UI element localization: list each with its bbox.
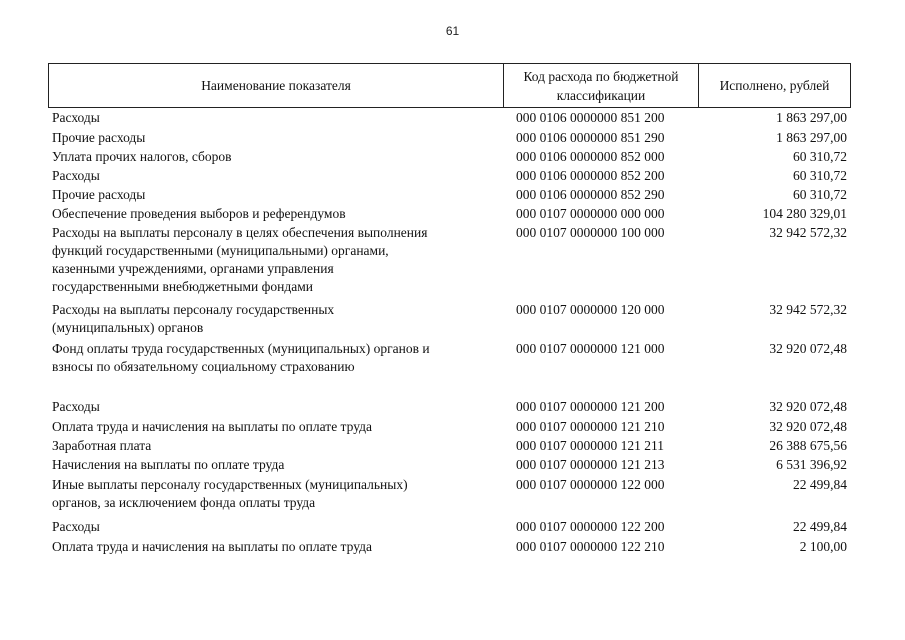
header-indicator-name: Наименование показателя <box>49 64 504 107</box>
row-amount: 1 863 297,00 <box>776 110 847 125</box>
row-name: Расходы на выплаты персоналу государственных (муниципальных) органов <box>52 302 335 335</box>
row-name: Расходы <box>52 110 100 125</box>
row-name: Прочие расходы <box>52 130 146 145</box>
row-code: 000 0106 0000000 852 000 <box>516 149 665 164</box>
row-name: Расходы <box>52 168 100 183</box>
row-code: 000 0107 0000000 121 000 <box>516 341 665 356</box>
row-code: 000 0107 0000000 100 000 <box>516 225 665 240</box>
row-amount: 6 531 396,92 <box>776 457 847 472</box>
row-name: Расходы <box>52 399 100 414</box>
row-amount: 22 499,84 <box>793 477 847 492</box>
row-name: Начисления на выплаты по оплате труда <box>52 457 285 472</box>
row-code: 000 0107 0000000 122 210 <box>516 539 665 554</box>
row-name: Обеспечение проведения выборов и референдумов <box>52 206 346 221</box>
header-budget-code: Код расхода по бюджетной классификации <box>504 64 699 107</box>
row-code: 000 0107 0000000 000 000 <box>516 206 665 221</box>
page-number: 61 <box>445 24 460 38</box>
row-amount: 32 942 572,32 <box>769 225 847 240</box>
row-amount: 32 942 572,32 <box>769 302 847 317</box>
row-code: 000 0107 0000000 122 000 <box>516 477 665 492</box>
row-amount: 32 920 072,48 <box>769 419 847 434</box>
row-amount: 1 863 297,00 <box>776 130 847 145</box>
row-code: 000 0107 0000000 121 211 <box>516 438 664 453</box>
row-name: Прочие расходы <box>52 187 146 202</box>
row-amount: 32 920 072,48 <box>769 399 847 414</box>
row-name: Расходы на выплаты персоналу в целях обеспечения выполнения функций государственными (муниципальными) органами, казенными учреждениями, органами управления государственными внебюджетными фондами <box>52 225 428 294</box>
row-amount: 60 310,72 <box>793 168 847 183</box>
row-name: Уплата прочих налогов, сборов <box>52 149 232 164</box>
row-amount: 26 388 675,56 <box>769 438 847 453</box>
row-amount: 32 920 072,48 <box>769 341 847 356</box>
row-name: Оплата труда и начисления на выплаты по оплате труда <box>52 539 372 554</box>
row-amount: 104 280 329,01 <box>762 206 847 221</box>
row-amount: 2 100,00 <box>799 539 847 554</box>
row-code: 000 0106 0000000 852 290 <box>516 187 665 202</box>
row-code: 000 0106 0000000 851 200 <box>516 110 665 125</box>
header-executed-amount: Исполнено, рублей <box>719 78 830 93</box>
row-code: 000 0107 0000000 122 200 <box>516 519 665 534</box>
table-header <box>48 63 851 108</box>
row-code: 000 0106 0000000 852 200 <box>516 168 665 183</box>
row-name: Расходы <box>52 519 100 534</box>
row-amount: 60 310,72 <box>793 187 847 202</box>
row-code: 000 0107 0000000 121 210 <box>516 419 665 434</box>
row-code: 000 0107 0000000 121 200 <box>516 399 665 414</box>
row-code: 000 0106 0000000 851 290 <box>516 130 665 145</box>
row-name: Заработная плата <box>52 438 152 453</box>
row-amount: 22 499,84 <box>793 519 847 534</box>
row-name: Иные выплаты персоналу государственных (муниципальных) органов, за исключением фонда оплаты труда <box>52 477 408 510</box>
row-code: 000 0107 0000000 120 000 <box>516 302 665 317</box>
row-name: Оплата труда и начисления на выплаты по оплате труда <box>52 419 372 434</box>
row-amount: 60 310,72 <box>793 149 847 164</box>
row-name: Фонд оплаты труда государственных (муниципальных) органов и взносы по обязательному социальному страхованию <box>52 341 430 374</box>
row-code: 000 0107 0000000 121 213 <box>516 457 665 472</box>
